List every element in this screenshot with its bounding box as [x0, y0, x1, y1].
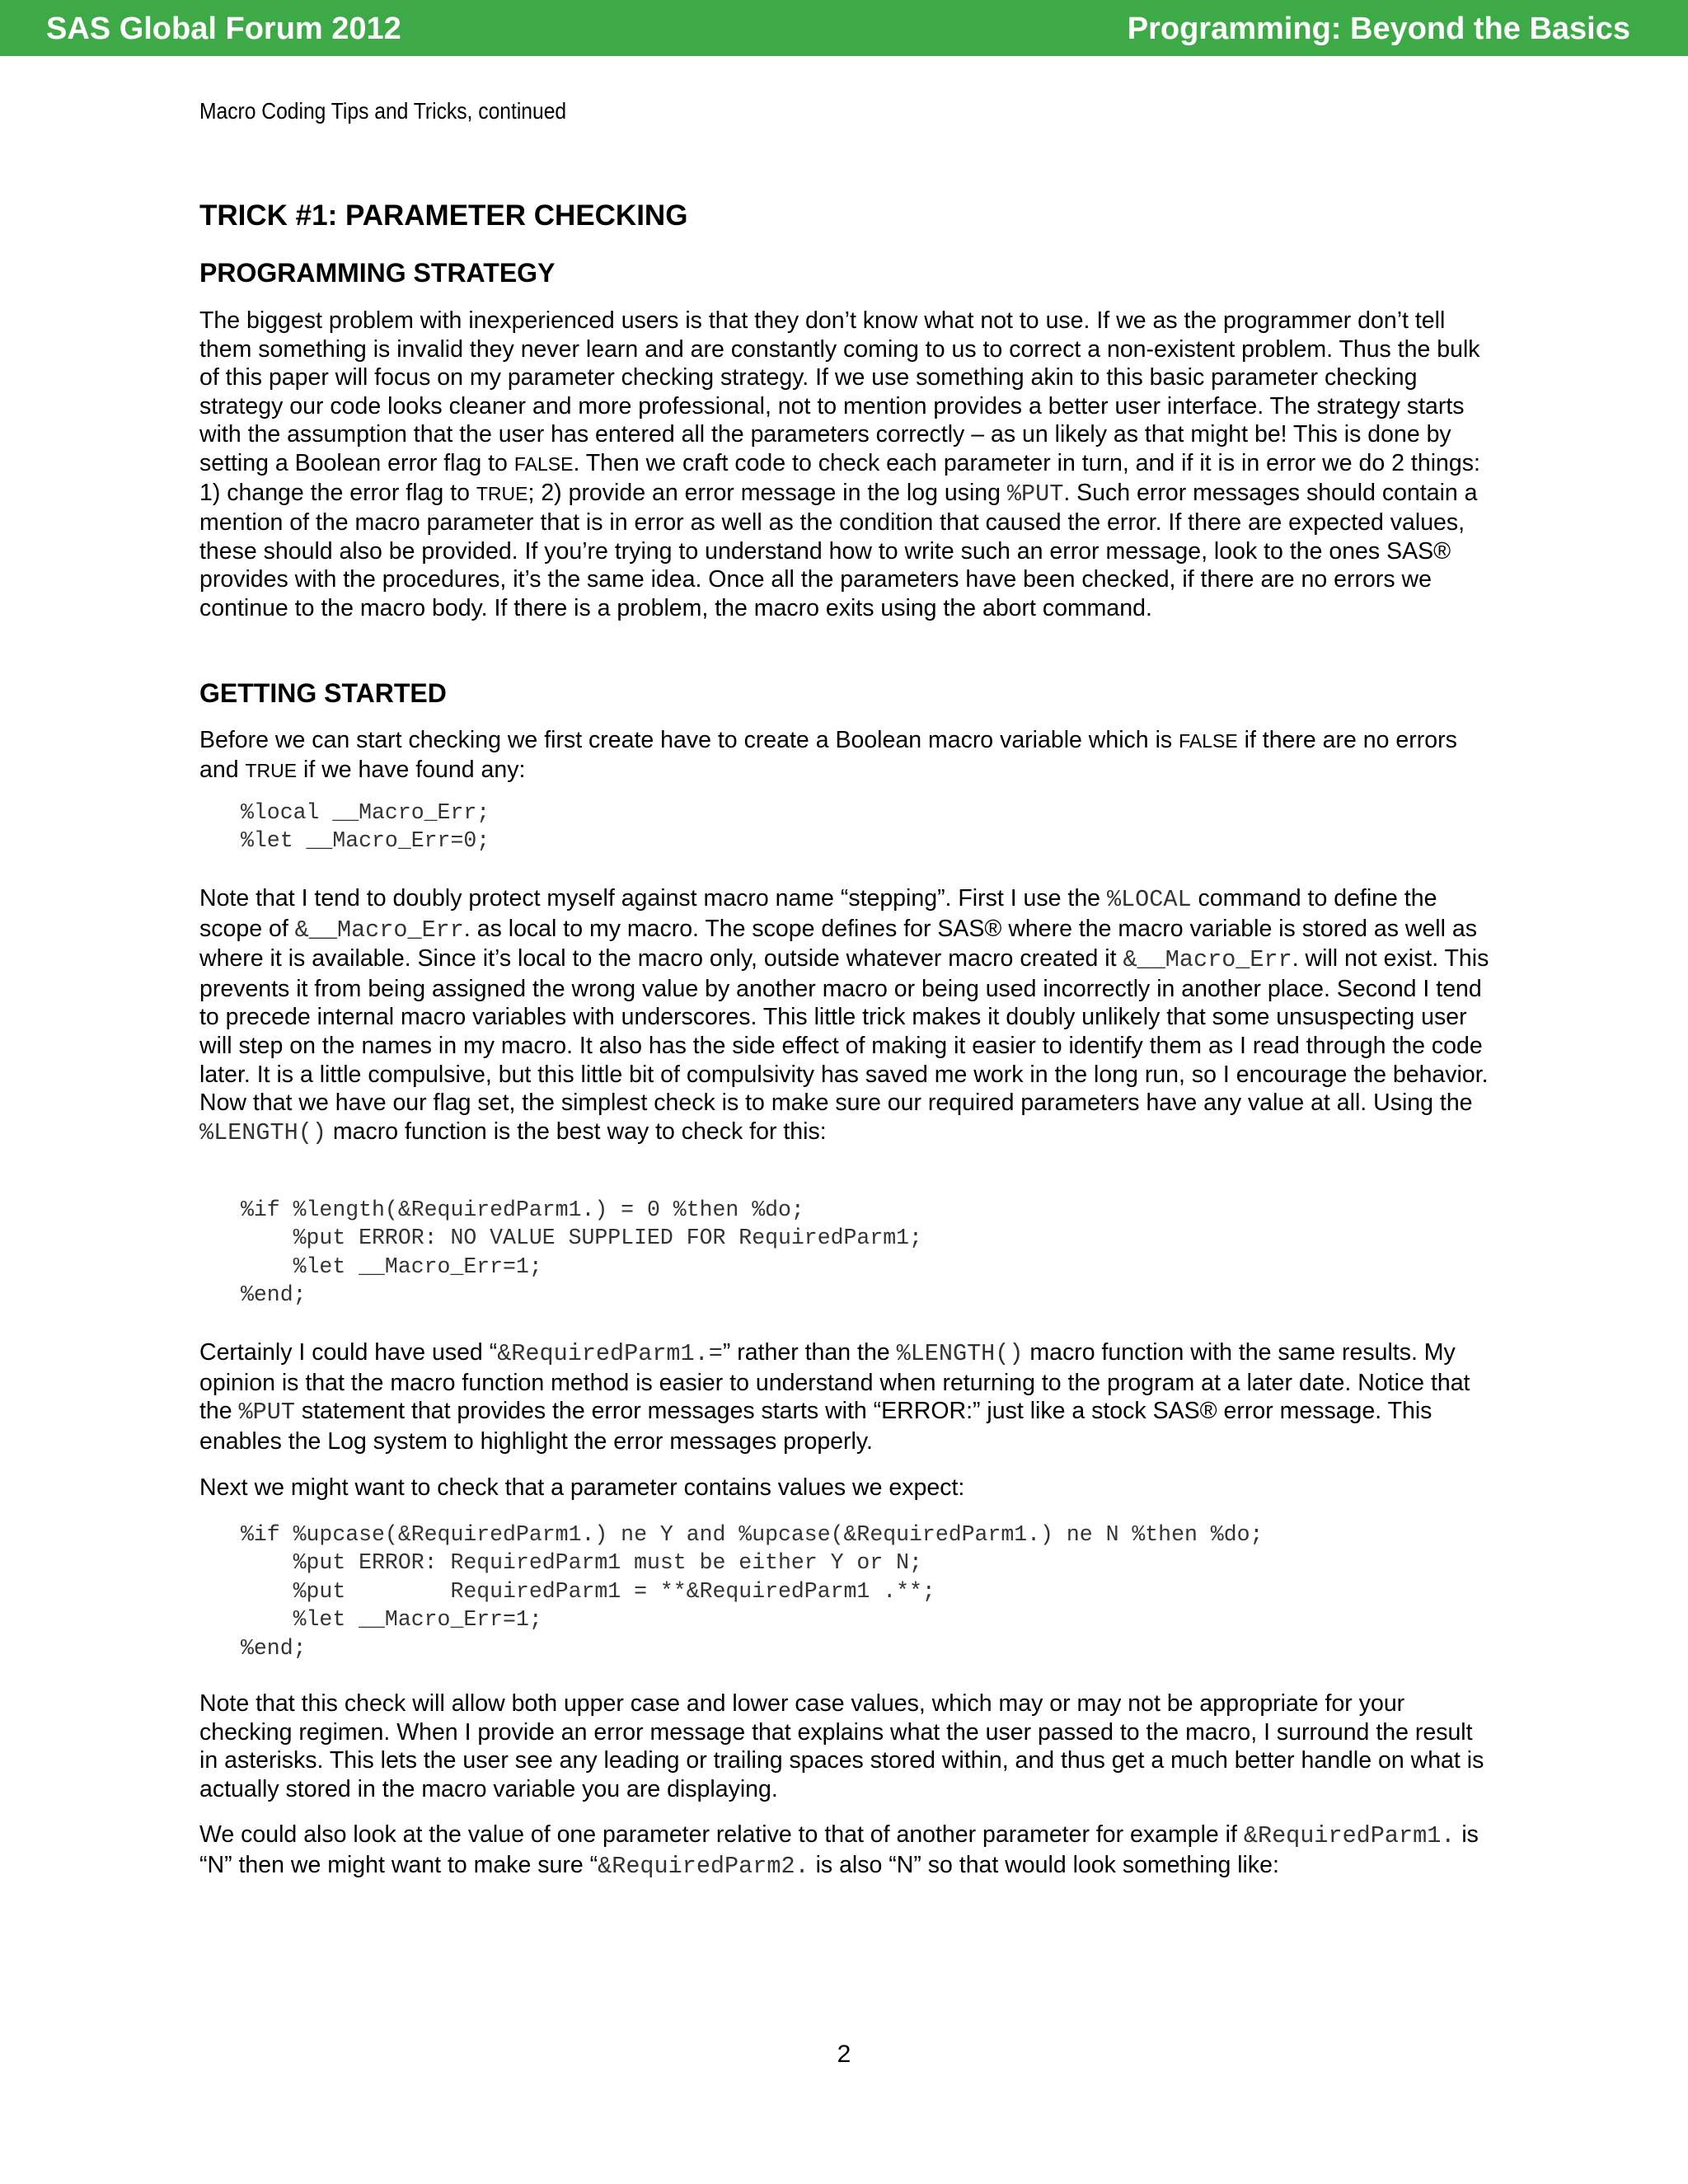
- macro-err-variable: &__Macro_Err: [294, 916, 464, 944]
- relative-check-paragraph: We could also look at the value of one parameter relative to that of another parameter for example if &RequiredParm1. is “N” then we might want to make sure “&RequiredParm2. is also “N” so that would look something like:: [199, 1821, 1479, 1880]
- required-parm-expression: &RequiredParm1.=: [497, 1340, 723, 1367]
- conference-banner: [0, 0, 1688, 56]
- strategy-paragraph: The biggest problem with inexperienced users is that they don’t know what not to use. If we as the programmer don’t tell them something is invalid they never learn and are constantly coming to us to correct a non-existent problem. Thus the bulk of this paper will focus on my parameter checking strategy. If we use something akin to this basic parameter checking strategy our code looks cleaner and more professional, not to mention provides a better user interface. The strategy starts with the assumption that the user has entered all the parameters correctly – as un likely as that might be! This is done by setting a Boolean error flag to FALSE. Then we craft code to check each parameter in turn, and if it is in error we do 2 things: 1) change the error flag to TRUE; 2) provide an error message in the log using %PUT. Such error messages should contain a mention of the macro parameter that is in error as well as the condition that caused the error. If there are expected values, these should also be provided. If you’re trying to understand how to write such an error message, look to the ones SAS® provides with the procedures, it’s the same idea. Once all the parameters have been checked, if there are no errors we continue to the macro body. If there is a problem, the macro exits using the abort command.: [199, 307, 1480, 621]
- expected-values-paragraph: Next we might want to check that a parameter contains values we expect:: [199, 1474, 965, 1501]
- getting-started-paragraph: Before we can start checking we first create have to create a Boolean macro variable which is FALSE if there are no errors and TRUE if we have found any:: [199, 727, 1457, 783]
- section-title: TRICK #1: PARAMETER CHECKING: [199, 199, 688, 232]
- scope-paragraph: Note that I tend to doubly protect myself against macro name “stepping”. First I use the %LOCAL command to define the scope of &__Macro_Err. as local to my macro. The scope defines for SAS® where the macro variable is stored as well as where it is available. Since it’s local to the macro only, outside whatever macro created it &__Macro_Err. will not exist. This prevents it from being assigned the wrong value by another macro or being used incorrectly in another place. Second I tend to precede internal macro variables with underscores. This little trick makes it doubly unlikely that some unsuspecting user will step on the names in my macro. It also has the side effect of making it easier to identify them as I read through the code later. It is a little compulsive, but this little bit of compulsivity has saved me work in the long run, so I encourage the behavior. Now that we have our flag set, the simplest check is to make sure our required parameters have any value at all. Using the %LENGTH() macro function is the best way to check for this:: [199, 885, 1489, 1146]
- running-head: Macro Coding Tips and Tricks, continued: [199, 98, 567, 124]
- put-keyword: %PUT: [238, 1399, 295, 1427]
- true-keyword: TRUE: [245, 759, 298, 781]
- code-block-local-let: %local __Macro_Err; %let __Macro_Err=0;: [241, 800, 490, 854]
- subsection-heading-strategy: PROGRAMMING STRATEGY: [199, 258, 556, 288]
- true-keyword: TRUE: [476, 482, 528, 504]
- code-block-length-check: %if %length(&RequiredParm1.) = 0 %then %do; %put ERROR: NO VALUE SUPPLIED FOR RequiredParm1; %let __Macro_Err=1; %end;: [241, 1197, 922, 1308]
- code-block-upcase-check: %if %upcase(&RequiredParm1.) ne Y and %upcase(&RequiredParm1.) ne N %then %do; %put ERROR: RequiredParm1 must be either Y or N; %put RequiredParm1 = **&RequiredParm1 .**; %let __Macro_Err=1; %end;: [241, 1522, 1264, 1661]
- required-parm1-variable: &RequiredParm1.: [1243, 1822, 1456, 1849]
- false-keyword: FALSE: [513, 452, 574, 475]
- length-keyword: %LENGTH(): [199, 1118, 326, 1146]
- case-paragraph: Note that this check will allow both upper case and lower case values, which may or may not be appropriate for your checking regimen. When I provide an error message that explains what the user passed to the macro, I surround the result in asterisks. This lets the user see any leading or trailing spaces stored within, and thus get a much better handle on what is actually stored in the macro variable you are displaying.: [199, 1690, 1484, 1802]
- alternative-paragraph: Certainly I could have used “&RequiredParm1.=” rather than the %LENGTH() macro function with the same results. My opinion is that the macro function method is easier to understand when returning to the program at a later date. Notice that the %PUT statement that provides the error messages starts with “ERROR:” just like a stock SAS® error message. This enables the Log system to highlight the error messages properly.: [199, 1339, 1470, 1455]
- track-name: Programming: Beyond the Basics: [1127, 12, 1630, 46]
- subsection-heading-getting-started: GETTING STARTED: [199, 678, 447, 708]
- conference-name: SAS Global Forum 2012: [46, 12, 401, 46]
- macro-err-variable: &__Macro_Err: [1123, 946, 1292, 974]
- local-keyword: %LOCAL: [1106, 886, 1192, 913]
- length-keyword: %LENGTH(): [896, 1340, 1024, 1367]
- required-parm2-variable: &RequiredParm2.: [598, 1852, 809, 1880]
- false-keyword: FALSE: [1179, 730, 1238, 752]
- page-number: 2: [837, 2041, 851, 2068]
- put-keyword: %PUT: [1006, 480, 1064, 508]
